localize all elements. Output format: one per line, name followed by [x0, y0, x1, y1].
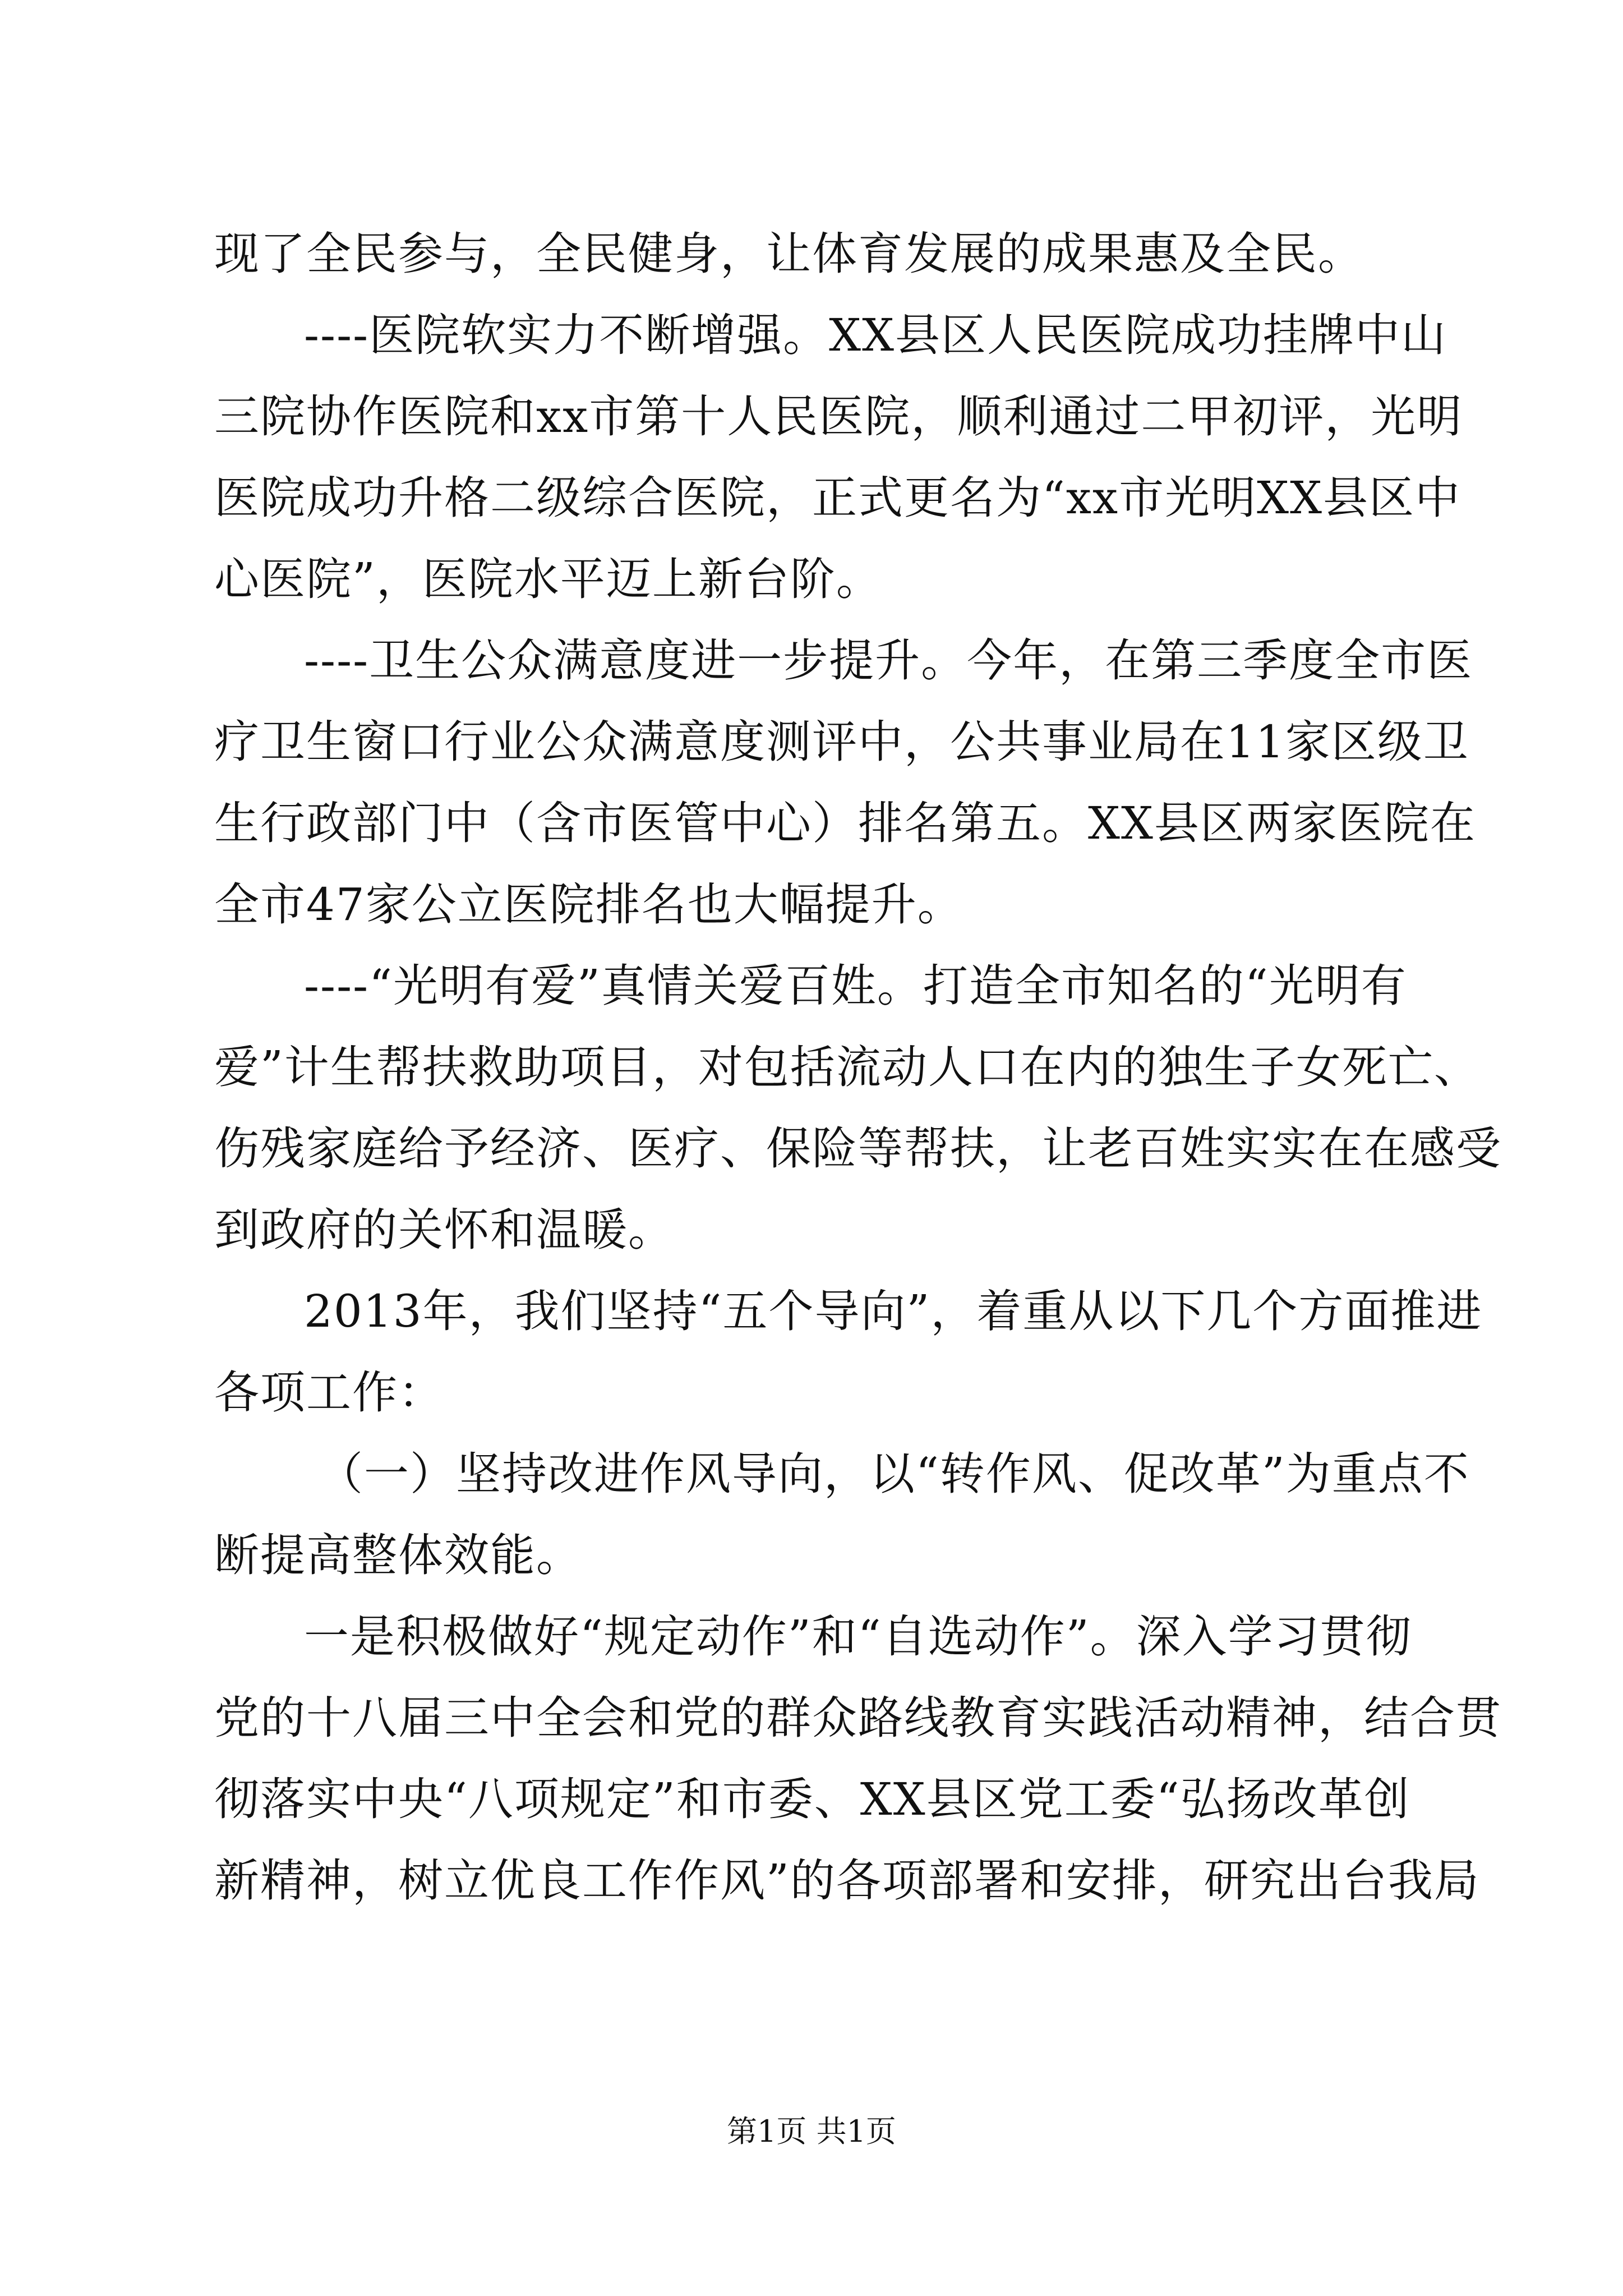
text-line: 彻落实中央“八项规定”和市委、XX县区党工委“弘扬改革创 — [214, 1773, 1410, 1825]
text-line: 新精神，树立优良工作作风”的各项部署和安排，研究出台我局 — [214, 1855, 1480, 1907]
text-line: ----“光明有爱”真情关爱百姓。打造全市知名的“光明有 — [304, 960, 1407, 1012]
text-line: 疗卫生窗口行业公众满意度测评中，公共事业局在11家区级卫 — [214, 716, 1469, 768]
text-line: 2013年，我们坚持“五个导向”，着重从以下几个方面推进 — [304, 1285, 1483, 1337]
text-line: 各项工作： — [214, 1366, 444, 1419]
text-line: ----医院软实力不断增强。XX县区人民医院成功挂牌中山 — [304, 309, 1447, 361]
text-line: 全市47家公立医院排名也大幅提升。 — [214, 878, 963, 931]
text-line: 现了全民参与，全民健身，让体育发展的成果惠及全民。 — [214, 228, 1364, 280]
page-footer — [0, 2112, 1623, 2151]
text-line: 爱”计生帮扶救助项目，对包括流动人口在内的独生子女死亡、 — [214, 1041, 1480, 1093]
section-heading: （一）坚持改进作风导向，以“转作风、促改革”为重点不 — [318, 1448, 1470, 1500]
page-number-label: 第1页 共1页 — [727, 2114, 896, 2149]
text-line: 一是积极做好“规定动作”和“自选动作”。深入学习贯彻 — [304, 1611, 1412, 1663]
text-line: 伤残家庭给予经济、医疗、保险等帮扶，让老百姓实实在在感受 — [214, 1122, 1502, 1175]
document-body — [214, 213, 1502, 1921]
text-line: 心医院”，医院水平迈上新台阶。 — [214, 553, 882, 605]
text-line: 党的十八届三中全会和党的群众路线教育实践活动精神，结合贯 — [214, 1692, 1502, 1744]
text-line: 医院成功升格二级综合医院，正式更名为“xx市光明XX县区中 — [214, 472, 1461, 524]
text-line: 三院协作医院和xx市第十人民医院，顺利通过二甲初评，光明 — [214, 390, 1463, 443]
section-heading-continued: 断提高整体效能。 — [214, 1529, 582, 1581]
text-line: 到政府的关怀和温暖。 — [214, 1204, 674, 1256]
text-line: 生行政部门中（含市医管中心）排名第五。XX县区两家医院在 — [214, 797, 1476, 849]
text-line: ----卫生公众满意度进一步提升。今年，在第三季度全市医 — [304, 634, 1473, 687]
